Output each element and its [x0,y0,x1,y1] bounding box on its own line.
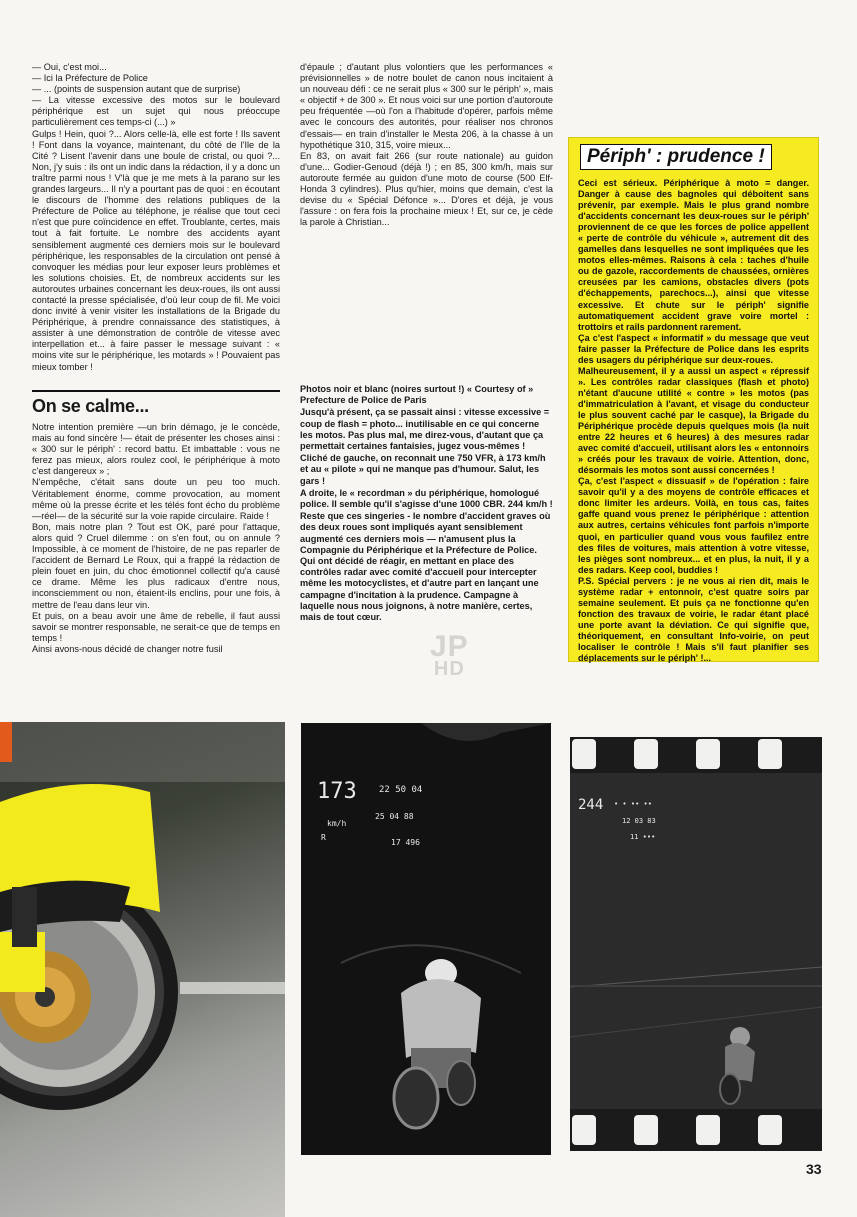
paragraph: Gulps ! Hein, quoi ?... Alors celle-là, elle est forte ! Ils savent ! Font dans la voyance, maintenant, du côté de l'Ile de la Cité ? Lisent l'avenir dans une boule de cristal, ou quoi ?... Non, j'y suis : ils ont un indic dans la rédaction, il y a donc un traître parmi nous ! V'là que je me mets à la parano sur les grandes largeurs... Il n'y a pourtant pas de quoi : en écoutant le discours de l'homme des relations publiques de la Préfecture de Police au téléphone, je réalise que tout ceci n'est que pure coïncidence en effet. Troublante, certes, mais tout à fait fortuite. Le nombre des accidents ayant sensiblement augmenté ces derniers mois sur le boulevard périphérique, les responsables de la circulation ont pensé à convoquer les médias pour leur exposer leurs problèmes et les solutions choisies. Et, de nombreux accidents sur les autoroutes urbaines concernant les deux-roues, ils ont aussi contacté la presse spécialisée, d'où leur coup de fil. Me voici donc invité à venir visiter les installations de la Brigade du Périphérique, à prendre connaissance des statistiques, à assister à une démonstration de contrôle de vitesse avec interpellation et... à faire passer le message suivant : « moins vite sur le périphérique, les motards » ! Pouvaient pas mieux tomber ! [32,128,280,372]
film-perforation [634,1115,658,1145]
film-perforation [696,1115,720,1145]
sidebar-paragraph: Ceci est sérieux. Périphérique à moto = danger. Danger à cause des bagnoles qui déboitent sans prévenir, par exemple. Mais le plus grand nombre d'accidents concernant les deux-roues sur le périph' proviennent de ce que les forces de police appellent « perte de contrôle du véhicule », autrement dit des gamelles dans lesquelles ne sont impliquées que les motos elles-mêmes. Raisons à cela : taches d'huile ou de gazole, raccordements de chaussées, ornières creusées par les camions, obstacles divers (pots d'échappements, parechocs...), ainsi que vitesse excessive. Et chute sur le périph' signifie automatiquement accident grave voire mortel : trottoirs et rails pardonnent rarement. [578,178,809,332]
paragraph: Et puis, on a beau avoir une âme de rebelle, il faut aussi savoir se montrer responsable, ne serait-ce que de temps en temps ! [32,610,280,643]
radar-unit: km/h [327,819,347,828]
paragraph: — ... (points de suspension autant que de surprise) [32,84,241,95]
film-perforation [758,739,782,769]
radar-time-readout: 22 50 04 [379,785,423,795]
paragraph: Ainsi avons-nous décidé de changer notre fusil [32,643,223,654]
radar-flag: R [321,833,326,842]
radar-date: 25 04 88 [375,812,414,821]
paragraph: — Ici la Préfecture de Police [32,73,148,84]
section-divider [32,390,280,392]
photo-caption-column [300,384,553,624]
radar-code: 17 496 [391,838,420,847]
section-heading: On se calme... [32,396,149,416]
photo-motorcycle-closeup [0,722,285,1217]
sidebar-paragraph: P.S. Spécial pervers : je ne vous ai rien dit, mais le système radar + entonnoir, c'est quatre soirs par semaine seulement. Et puis ça ne fonctionne qu'en fonction des travaux de voirie, le radar étant placé une porte avant la déviation. Ce qui signifie que, théoriquement, en consultant Info-voirie, on peut localiser le contrôle ! Mais s'il faut planifier ses déplacements sur le périph' !... [578,575,809,664]
sidebar-paragraph: Ça c'est l'aspect « informatif » du message que veut faire passer la Préfecture de Police dans les esprits des usagers du périphérique sur deux-roues. [578,332,809,365]
caption-credit: Photos noir et blanc (noires surtout !) « Courtesy of » Prefecture de Police de Paris [300,384,534,406]
film-perforation [572,1115,596,1145]
film-perforation [758,1115,782,1145]
sidebar-title: Périph' : prudence ! [580,144,772,170]
paragraph: — Oui, c'est moi... [32,62,107,72]
caption-paragraph: Reste que ces singeries - le nombre d'accident graves où des deux roues sont impliqués ayant sensiblement augmenté ces derniers mois — n'amusent plus la Compagnie du Périphérique et la Préfecture de Police. Qui ont décidé de réagir, en mettant en place des contrôles radar avec comité d'accueil pour intercepter même les motocyclistes, et d'autre part en lançant une campagne d'incitation à la prudence. Campagne à laquelle nous nous joignons, à notre manière, certes, mais de tout cœur. [300,511,551,623]
sidebar-paragraph: Ça, c'est l'aspect « dissuasif » de l'opération : faire savoir qu'il y a des moyens de contrôle efficaces et donc limiter les ardeurs. Voilà, en tous cas, faites gaffe quand vous prenez le périphérique : attention aux autres, certains véhicules font parfois n'importe quoi, en particulier quand vous vous faufilez entre des files de voitures, mais attention à votre vitesse, les pièges sont nombreux... et en plus, la nuit, il y a des radars. Keep cool, buddies ! [578,476,809,575]
sidebar-box [568,137,819,662]
radar-code: • • •• •• [614,800,652,808]
caption-paragraph: A droite, le « recordman » du périphérique, homologué police. Il semble qu'il s'agisse d'une 1000 CBR. 244 km/h ! [300,487,553,510]
watermark-line-2: HD [433,658,465,680]
radar-code: 11 ••• [630,833,656,841]
caption-paragraph: Cliché de gauche, on reconnait une 750 VFR, à 173 km/h et au « pilote » qui ne manque pas d'humour. Salut, les gars ! [300,453,546,486]
watermark-line-1: JP [430,630,469,663]
radar-date: 12 03 83 [622,817,656,825]
film-perforation [634,739,658,769]
page-number: 33 [806,1161,822,1177]
radar-speed-readout: 244 [578,797,604,813]
photo-radar-244 [570,737,822,1151]
article-column-1 [32,62,280,373]
paragraph: Notre intention première —un brin démago, je le concède, mais au fond sincère !— était de présenter les choses ainsi : « 300 sur le périph' : record battu. Et imbattable : vous ne ferez pas mieux, alors roulez cool, le périphérique à moto c'est dangereux » ; [32,422,280,477]
article-column-2 [300,62,553,228]
paragraph: Bon, mais notre plan ? Tout est OK, paré pour l'attaque, alors quid ? Cruel dilemme : on s'en fout, ou on annule ? Impossible, à ce moment de l'histoire, de ne pas reparler de l'accident de Bernard Le Roux, qui a frappé la rédaction de plein fouet en juin, du choc émotionnel collectif qu'a causé ce drame. Même les plus radicaux d'entre nous, inconsciemment ou non, étaient-ils enclins, pour une fois, à mettre de l'eau dans leur vin. [32,521,280,610]
film-perforation [572,739,596,769]
caption-paragraph: Jusqu'à présent, ça se passait ainsi : vitesse excessive = coup de flash = photo... inutilisable en ce qui concerne les motos. Pas plus mal, me direz-vous, d'autant que ça permettait certaines fantaisies, jugez vous-mêmes ! [300,407,550,452]
sidebar-body [578,178,809,664]
watermark [430,630,469,681]
film-perforation [696,739,720,769]
radar-speed-readout: 173 [317,779,357,804]
paragraph: d'épaule ; d'autant plus volontiers que les performances « prévisionnelles » de notre boulet de canon nous incitaient à un nouveau défi : ce ne serait plus « 300 sur le périph' », mais « objectif + de 300 ». Et nous voici sur une portion d'autoroute peu fréquentée —où l'on a l'habitude d'opérer, parfois même avec le concours des autorités, pour réaliser nos chronos d'essais— en train d'installer le Mesta 206, à la chasse à un hypothétique 310, 315, voire mieux... [300,62,553,150]
motorcycle-illustration [0,722,285,1217]
paragraph: En 83, on avait fait 266 (sur route nationale) au guidon d'une... Godier-Genoud (déjà !) ; en 85, 300 km/h, mais sur autoroute fermée au guidon d'une moto de course (500 Elf-Honda 3 cylindres). Plus qu'hier, moins que demain, c'est la devise du « Spécial Défonce »... D'ores et déjà, je vous l'assure : on fera fois la prochaine mieux ! Et, sur ce, je cède la parole à Christian... [300,150,553,228]
article-column-3 [32,422,280,655]
paragraph: N'empêche, c'était sans doute un peu too much. Véritablement énorme, comme provocation, au moment même où la presse écrite et les télés font écho du problème —réel— de la sécurité sur la voie rapide circulaire. Raide ! [32,477,280,521]
photo-radar-173 [301,723,551,1155]
film-strip-scene [570,737,822,1151]
sidebar-paragraph: Malheureusement, il y a aussi un aspect « répressif ». Les contrôles radar classiques (flash et photo) n'étant d'aucune utilité « contre » les motos (pas d'immatriculation à l'avant, et visage du conducteur le plus souvent caché par le casque), la Brigade du Périphérique procède depuis quelques mois (la nuit entre 22 heures et 6 heures) à des mesures radar avec comité d'accueil, utilisant alors les « entonnoirs » créés pour les travaux de voirie. Attention, donc, désormais les motos sont aussi concernées ! [578,365,809,476]
paragraph: — La vitesse excessive des motos sur le boulevard périphérique est un sujet qui nous préoccupe particulièrement ces temps-ci (...) » [32,95,280,128]
